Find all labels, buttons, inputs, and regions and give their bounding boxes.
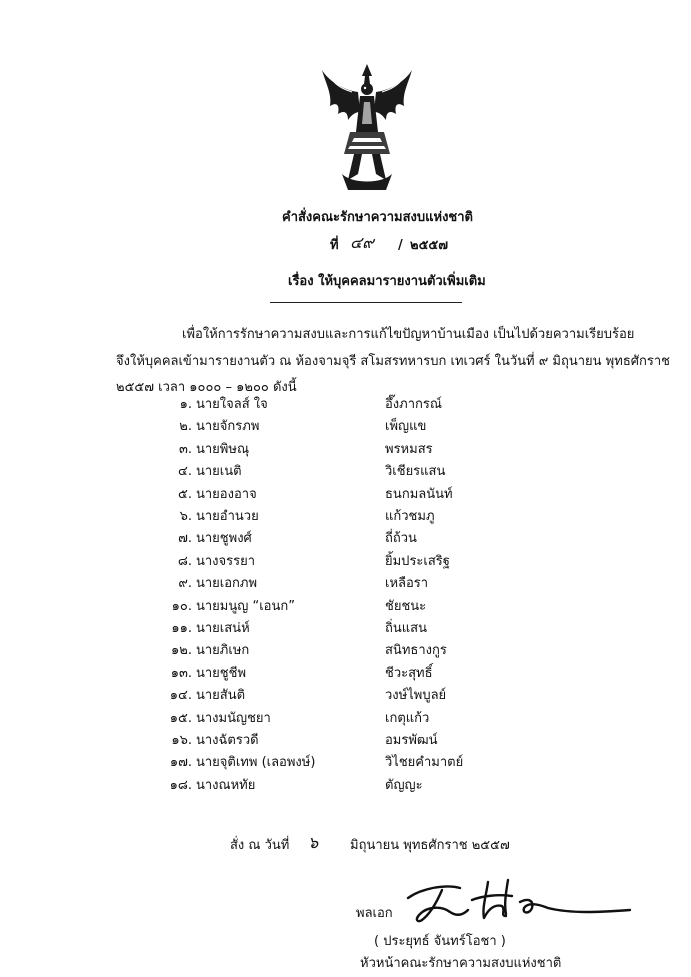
list-item-surname: ยิ้มประเสริฐ xyxy=(385,553,450,569)
order-subject: เรื่อง ให้บุคคลมารายงานตัวเพิ่มเติม xyxy=(288,274,486,289)
list-item-number: ๑๘. xyxy=(169,777,192,793)
list-item-number: ๒. xyxy=(179,419,192,435)
list-item-given-name: นายองอาจ xyxy=(196,486,257,502)
list-item-number: ๑๕. xyxy=(169,710,192,726)
list-item-surname: เพ็ญแข xyxy=(385,419,427,435)
list-item-number: ๙. xyxy=(178,576,192,592)
list-item-surname: วงษ์ไพบูลย์ xyxy=(385,688,447,704)
list-item-number: ๑๒. xyxy=(171,643,192,659)
list-item xyxy=(0,778,691,798)
body-line-3: ๒๕๕๗ เวลา ๑๐๐๐ – ๑๒๐๐ ดังนี้ xyxy=(116,380,297,395)
list-item-number: ๓. xyxy=(178,441,192,457)
list-item-given-name: นายเนติ xyxy=(196,464,242,480)
list-item-given-name: นายจักรภพ xyxy=(196,419,260,435)
list-item-given-name: นางจรรยา xyxy=(196,553,256,569)
list-item-given-name: นายอำนวย xyxy=(196,509,259,524)
header-divider xyxy=(270,302,462,303)
list-item xyxy=(0,711,691,731)
list-item-surname: ชัยชนะ xyxy=(385,598,427,614)
list-item-surname: ตัญญะ xyxy=(385,777,423,793)
list-item-surname: ธนกมลนันท์ xyxy=(385,486,453,502)
list-item-given-name: นายพิษณุ xyxy=(196,441,250,457)
list-item-surname: อึ๊งภากรณ์ xyxy=(385,397,442,412)
list-item xyxy=(0,419,691,439)
order-issuer: คำสั่งคณะรักษาความสงบแห่งชาติ xyxy=(282,210,474,225)
list-item-given-name: นายใจลส์ ใจ xyxy=(196,397,268,412)
list-item xyxy=(0,464,691,484)
list-item-surname: วิเชียรแสน xyxy=(385,464,446,480)
list-item-number: ๔. xyxy=(178,464,192,480)
list-item xyxy=(0,576,691,596)
list-item-given-name: นางฉัตรวดี xyxy=(196,733,259,748)
list-item xyxy=(0,666,691,686)
list-item-number: ๑๐. xyxy=(171,598,192,614)
order-year: ๒๕๕๗ xyxy=(410,238,449,253)
list-item xyxy=(0,442,691,462)
order-number-separator: / xyxy=(398,238,403,253)
list-item-number: ๘. xyxy=(177,553,192,569)
list-item-given-name: นายเสน่ห์ xyxy=(196,621,250,636)
list-item xyxy=(0,531,691,551)
list-item xyxy=(0,733,691,753)
order-number: ๔๙ xyxy=(350,233,374,252)
signatory-rank: พลเอก xyxy=(356,906,393,921)
list-item xyxy=(0,621,691,641)
list-item-given-name: นายมนูญ “เอนก” xyxy=(196,598,295,614)
list-item-surname: สนิทธางกูร xyxy=(385,643,447,659)
list-item-given-name: นายสันติ xyxy=(196,688,246,704)
garuda-emblem-icon xyxy=(320,62,414,194)
list-item-surname: แก้วชมภู xyxy=(385,509,435,524)
body-line-2: จึงให้บุคคลเข้ามารายงานตัว ณ ห้องจามจุรี สโมสรทหารบก เทเวศร์ ในวันที่ ๙ มิถุนายน พุทธศักราช xyxy=(116,354,670,369)
handwritten-signature xyxy=(402,870,634,930)
list-item xyxy=(0,487,691,507)
list-item-surname: พรหมสร xyxy=(385,441,433,457)
body-line-1: เพื่อให้การรักษาความสงบและการแก้ไขปัญหาบ้านเมือง เป็นไปด้วยความเรียบร้อย xyxy=(182,327,635,342)
list-item-given-name: นางณหทัย xyxy=(196,777,256,793)
list-item-surname: ชีวะสุทธิ์ xyxy=(385,665,433,681)
list-item-surname: อมรพัฒน์ xyxy=(385,733,438,748)
list-item-number: ๑๓. xyxy=(170,665,192,681)
list-item-surname: เกตุแก้ว xyxy=(385,710,430,726)
list-item-surname: เหลือรา xyxy=(385,576,429,592)
list-item-given-name: นายเอกภพ xyxy=(196,576,258,592)
ordered-date-prefix: สั่ง ณ วันที่ xyxy=(230,838,290,853)
list-item xyxy=(0,643,691,663)
list-item-given-name: นายชูชีพ xyxy=(196,665,247,681)
list-item xyxy=(0,755,691,775)
ordered-date-suffix: มิถุนายน พุทธศักราช ๒๕๕๗ xyxy=(350,838,510,853)
list-item xyxy=(0,397,691,417)
list-item-number: ๗. xyxy=(178,531,192,547)
list-item-surname: ถี่ถ้วน xyxy=(385,531,417,547)
list-item-number: ๑๑. xyxy=(171,621,192,636)
list-item xyxy=(0,688,691,708)
ordered-day: ๖ xyxy=(308,833,319,852)
list-item-surname: วิไชยคำมาตย์ xyxy=(385,755,464,771)
order-number-prefix: ที่ xyxy=(330,238,339,253)
signatory-name: ( ประยุทธ์ จันทร์โอชา ) xyxy=(374,934,506,949)
list-item-number: ๑๗. xyxy=(169,755,192,771)
list-item-number: ๕. xyxy=(178,486,192,502)
list-item xyxy=(0,554,691,574)
list-item-given-name: นางมนัญชยา xyxy=(196,710,271,726)
list-item-given-name: นายชูพงศ์ xyxy=(196,531,252,547)
list-item xyxy=(0,509,691,529)
list-item-number: ๑๔. xyxy=(169,688,192,704)
signatory-position: หัวหน้าคณะรักษาความสงบแห่งชาติ xyxy=(360,956,562,971)
list-item-given-name: นายภิเษก xyxy=(196,643,250,659)
list-item-surname: ถิ่นแสน xyxy=(385,621,427,636)
list-item xyxy=(0,599,691,619)
list-item-number: ๖. xyxy=(179,509,192,524)
list-item-given-name: นายจุติเทพ (เลอพงษ์) xyxy=(196,755,316,771)
list-item-number: ๑. xyxy=(179,397,192,412)
list-item-number: ๑๖. xyxy=(171,733,192,748)
